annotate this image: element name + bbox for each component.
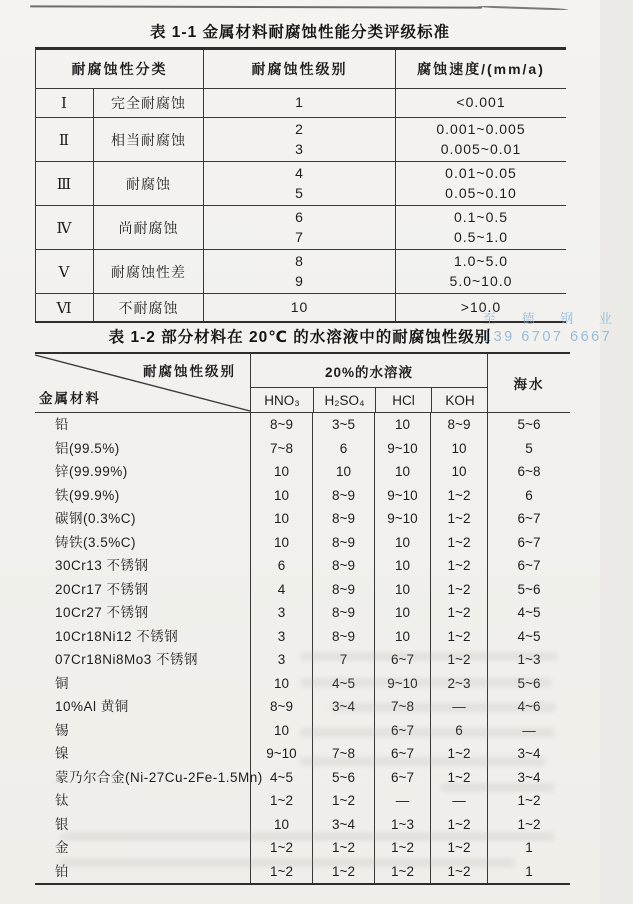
table1-header-row <box>36 50 566 89</box>
table-row <box>35 789 570 813</box>
cell-value: 10 <box>250 460 312 484</box>
table-row <box>35 531 570 555</box>
cell-value: 10 <box>374 578 430 602</box>
cell-value: 10 <box>250 719 312 743</box>
bleed-through-mark <box>60 832 555 841</box>
cell-value: 8~9 <box>312 507 374 531</box>
table-row <box>35 625 570 649</box>
cell-value: 1 <box>487 860 570 884</box>
class-numeral: Ⅳ <box>36 206 94 249</box>
material-name: 铜 <box>55 675 69 691</box>
rate-value: 0.005~0.01 <box>440 140 522 157</box>
cell-value: 8~9 <box>312 484 374 508</box>
cell-value: 1~2 <box>430 648 487 672</box>
table-row <box>35 413 570 437</box>
class-name: 相当耐腐蚀 <box>94 118 204 161</box>
cell-value: 9~10 <box>374 437 430 461</box>
cell-value: 2~3 <box>430 672 487 696</box>
table-row <box>36 294 566 321</box>
cell-value: 1~2 <box>312 789 374 813</box>
level-value: 6 <box>295 209 304 225</box>
bleed-through-mark <box>300 678 552 687</box>
cell-value: 1~2 <box>430 625 487 649</box>
rate-value: 5.0~10.0 <box>449 272 513 289</box>
table-row <box>35 507 570 531</box>
cell-value: 7~8 <box>374 695 430 719</box>
cell-value: 1~2 <box>430 484 487 508</box>
material-name: 07Cr18Ni8Mo3 不锈钢 <box>55 652 199 667</box>
level-value: 9 <box>295 272 304 289</box>
table1-header-classification: 耐腐蚀性分类 <box>36 50 204 88</box>
class-numeral: Ⅱ <box>36 118 94 161</box>
cell-value: 10 <box>374 554 430 578</box>
cell-value: 3~5 <box>312 413 374 437</box>
column-header-seawater: 海水 <box>487 354 570 412</box>
cell-value: 8~9 <box>312 578 374 602</box>
material-name: 锌(99.99%) <box>55 464 128 479</box>
cell-value: 1~2 <box>312 836 374 860</box>
cell-value: 6 <box>250 554 312 578</box>
material-name: 20Cr17 不锈钢 <box>55 581 149 597</box>
material-name: 铅 <box>55 417 69 432</box>
cell-value: 10 <box>250 531 312 555</box>
cell-value: 1~2 <box>487 789 570 813</box>
cell-value: 6~7 <box>487 531 570 555</box>
material-name: 金 <box>55 840 69 855</box>
cell-value: 5~6 <box>487 413 570 437</box>
material-name: 银 <box>55 816 69 832</box>
class-name: 完全耐腐蚀 <box>94 89 204 117</box>
cell-value: — <box>430 695 487 719</box>
cell-value: 1~2 <box>312 860 374 884</box>
table2-title: 表 1-2 部分材料在 20℃ 的水溶液中的耐腐蚀性级别 <box>108 329 492 346</box>
cell-value: 8~9 <box>312 531 374 555</box>
watermark-phone-number: 139 6707 6667 <box>483 329 613 345</box>
table-row <box>36 250 566 294</box>
material-name: 碳钢(0.3%C) <box>55 511 137 526</box>
cell-value: 1~2 <box>430 836 487 860</box>
cell-value: 10 <box>374 460 430 484</box>
cell-value: 10 <box>374 625 430 649</box>
cell-value: 6~8 <box>487 460 570 484</box>
cell-value: 6~7 <box>487 554 570 578</box>
corner-top-label: 耐腐蚀性级别 <box>143 364 236 379</box>
cell-value: 1~2 <box>430 531 487 555</box>
rate-value: 0.5~1.0 <box>453 228 509 245</box>
cell-value: 3~4 <box>312 813 374 837</box>
class-numeral: Ⅰ <box>36 89 94 117</box>
table-corrosion-rating-standard <box>35 47 566 323</box>
class-numeral: Ⅲ <box>36 162 94 205</box>
cell-value: 1~3 <box>374 813 430 837</box>
level-value: 10 <box>290 298 309 315</box>
cell-value: 9~10 <box>374 507 430 531</box>
cell-value: 5 <box>487 437 570 461</box>
class-numeral: Ⅵ <box>36 294 94 321</box>
cell-value: 4~6 <box>487 695 570 719</box>
material-name: 10Cr18Ni12 不锈钢 <box>55 628 179 644</box>
cell-value: 1~2 <box>430 578 487 602</box>
table-row <box>35 601 570 625</box>
table-row <box>35 460 570 484</box>
cell-value: 8~9 <box>430 413 487 437</box>
cell-value: 8~9 <box>312 601 374 625</box>
cell-value: 10 <box>312 460 374 484</box>
cell-value: 1~2 <box>430 766 487 790</box>
cell-value: 3 <box>250 625 312 649</box>
cell-value: 5~6 <box>312 766 374 790</box>
material-name: 钛 <box>55 793 69 808</box>
table1-title: 表 1-1 金属材料耐腐蚀性能分类评级标准 <box>149 24 451 41</box>
table-material-corrosion-levels <box>35 352 570 885</box>
cell-value: 1~2 <box>430 860 487 884</box>
cell-value: 10 <box>250 813 312 837</box>
table-row <box>36 162 566 206</box>
cell-value: — <box>374 789 430 813</box>
cell-value: 7~8 <box>250 437 312 461</box>
level-value: 8 <box>295 253 304 269</box>
column-header-hcl: HCl <box>375 388 431 412</box>
cell-value: 8~9 <box>312 554 374 578</box>
cell-value: 10 <box>250 507 312 531</box>
cell-value: 5~6 <box>487 672 570 696</box>
level-value: 5 <box>295 184 304 201</box>
bleed-through-mark <box>60 858 515 867</box>
rate-value: <0.001 <box>456 94 506 111</box>
cell-value: 4 <box>250 578 312 602</box>
cell-value: 10 <box>374 531 430 555</box>
table-row <box>35 437 570 461</box>
class-numeral: Ⅴ <box>36 250 94 293</box>
cell-value: 3 <box>250 601 312 625</box>
rate-value: 0.05~0.10 <box>445 184 517 201</box>
rate-value: 1.0~5.0 <box>453 253 509 269</box>
material-name: 30Cr13 不锈钢 <box>55 558 149 573</box>
material-name: 铸铁(3.5%C) <box>55 534 137 550</box>
bleed-through-mark <box>300 728 555 737</box>
column-header-hno3: HNO₃ <box>264 392 300 408</box>
table-row <box>35 578 570 602</box>
column-header-koh: KOH <box>431 388 488 412</box>
cell-value: 4~5 <box>487 625 570 649</box>
cell-value: 10 <box>250 672 312 696</box>
cell-value: 9~10 <box>250 742 312 766</box>
class-name: 耐腐蚀性差 <box>94 250 204 293</box>
bleed-through-mark <box>330 703 556 712</box>
cell-value: 1~2 <box>487 813 570 837</box>
level-value: 4 <box>295 165 304 181</box>
cell-value: 10 <box>374 601 430 625</box>
cell-value: 1~2 <box>430 507 487 531</box>
table2-header <box>35 354 570 413</box>
column-header-h2so4: H₂SO₄ <box>313 388 375 412</box>
material-name: 铁(99.9%) <box>55 487 120 503</box>
table1-header-rate: 腐蚀速度/(mm/a) <box>417 61 545 77</box>
cell-value: 1~2 <box>250 836 312 860</box>
cell-value: 6 <box>312 437 374 461</box>
bleed-through-mark <box>300 652 558 661</box>
solution-column-headers <box>251 388 487 412</box>
cell-value: 1~3 <box>487 648 570 672</box>
cell-value: 4~5 <box>312 672 374 696</box>
corner-bottom-label: 金属材料 <box>39 391 101 406</box>
rate-value: 0.01~0.05 <box>445 165 517 181</box>
cell-value: 1~2 <box>430 742 487 766</box>
cell-value: 1 <box>487 836 570 860</box>
cell-value: 10 <box>374 413 430 437</box>
watermark-company-name: 至 德 钢 业 <box>483 311 623 326</box>
cell-value: 1~2 <box>250 789 312 813</box>
level-value: 2 <box>295 121 304 137</box>
table2-corner-cell <box>35 354 250 412</box>
cell-value: 3 <box>250 648 312 672</box>
bleed-through-mark <box>300 757 546 766</box>
class-name: 耐腐蚀 <box>94 162 204 205</box>
cell-value: 3~4 <box>487 742 570 766</box>
cell-value: 5~6 <box>487 578 570 602</box>
cell-value: 10 <box>250 484 312 508</box>
cell-value: 1~2 <box>430 601 487 625</box>
cell-value: 1~2 <box>430 813 487 837</box>
material-name: 10%Al 黄铜 <box>55 699 129 714</box>
material-name: 锡 <box>55 722 69 738</box>
cell-value: 1~2 <box>374 836 430 860</box>
class-name: 不耐腐蚀 <box>94 294 204 321</box>
solution-group-label: 20%的水溶液 <box>251 354 487 388</box>
material-name: 蒙乃尔合金(Ni-27Cu-2Fe-1.5Mn) <box>55 769 263 785</box>
table-row <box>36 89 566 118</box>
cell-value: 8~9 <box>312 625 374 649</box>
cell-value: 6~7 <box>374 742 430 766</box>
material-name: 铂 <box>55 863 69 879</box>
cell-value: 1~2 <box>374 860 430 884</box>
table-row <box>35 554 570 578</box>
material-name: 铝(99.5%) <box>55 440 120 456</box>
level-value: 1 <box>295 94 304 111</box>
bleed-through-mark <box>440 783 555 792</box>
table-row <box>36 206 566 250</box>
cell-value: 6 <box>487 484 570 508</box>
cell-value: 10 <box>430 460 487 484</box>
rate-value: 0.1~0.5 <box>453 209 509 225</box>
cell-value: 6~7 <box>374 719 430 743</box>
cell-value: 6~7 <box>374 648 430 672</box>
cell-value: 9~10 <box>374 484 430 508</box>
cell-value: 6 <box>430 719 487 743</box>
cell-value: 7 <box>312 648 374 672</box>
level-value: 3 <box>295 140 304 157</box>
table-row <box>35 484 570 508</box>
material-name: 镍 <box>55 746 69 761</box>
cell-value: 4~5 <box>487 601 570 625</box>
solution-group <box>250 354 487 412</box>
cell-value: 3~4 <box>487 766 570 790</box>
cell-value: 8~9 <box>250 413 312 437</box>
rate-value: >10.0 <box>460 298 502 315</box>
cell-value: — <box>430 789 487 813</box>
cell-value: 10 <box>430 437 487 461</box>
cell-value: 8~9 <box>250 695 312 719</box>
cell-value: 4~5 <box>250 766 312 790</box>
cell-value: 3~4 <box>312 695 374 719</box>
table1-header-level: 耐腐蚀性级别 <box>204 50 396 88</box>
cell-value: — <box>487 719 570 743</box>
table-row <box>36 118 566 162</box>
rate-value: 0.001~0.005 <box>436 121 526 137</box>
cell-value: 1~2 <box>250 860 312 884</box>
cell-value: 1~2 <box>430 554 487 578</box>
cell-value: 9~10 <box>374 672 430 696</box>
cell-value: 6~7 <box>374 766 430 790</box>
class-name: 尚耐腐蚀 <box>94 206 204 249</box>
cell-value: 6~7 <box>487 507 570 531</box>
material-name: 10Cr27 不锈钢 <box>55 605 149 620</box>
level-value: 7 <box>295 228 304 245</box>
cell-value: 7~8 <box>312 742 374 766</box>
